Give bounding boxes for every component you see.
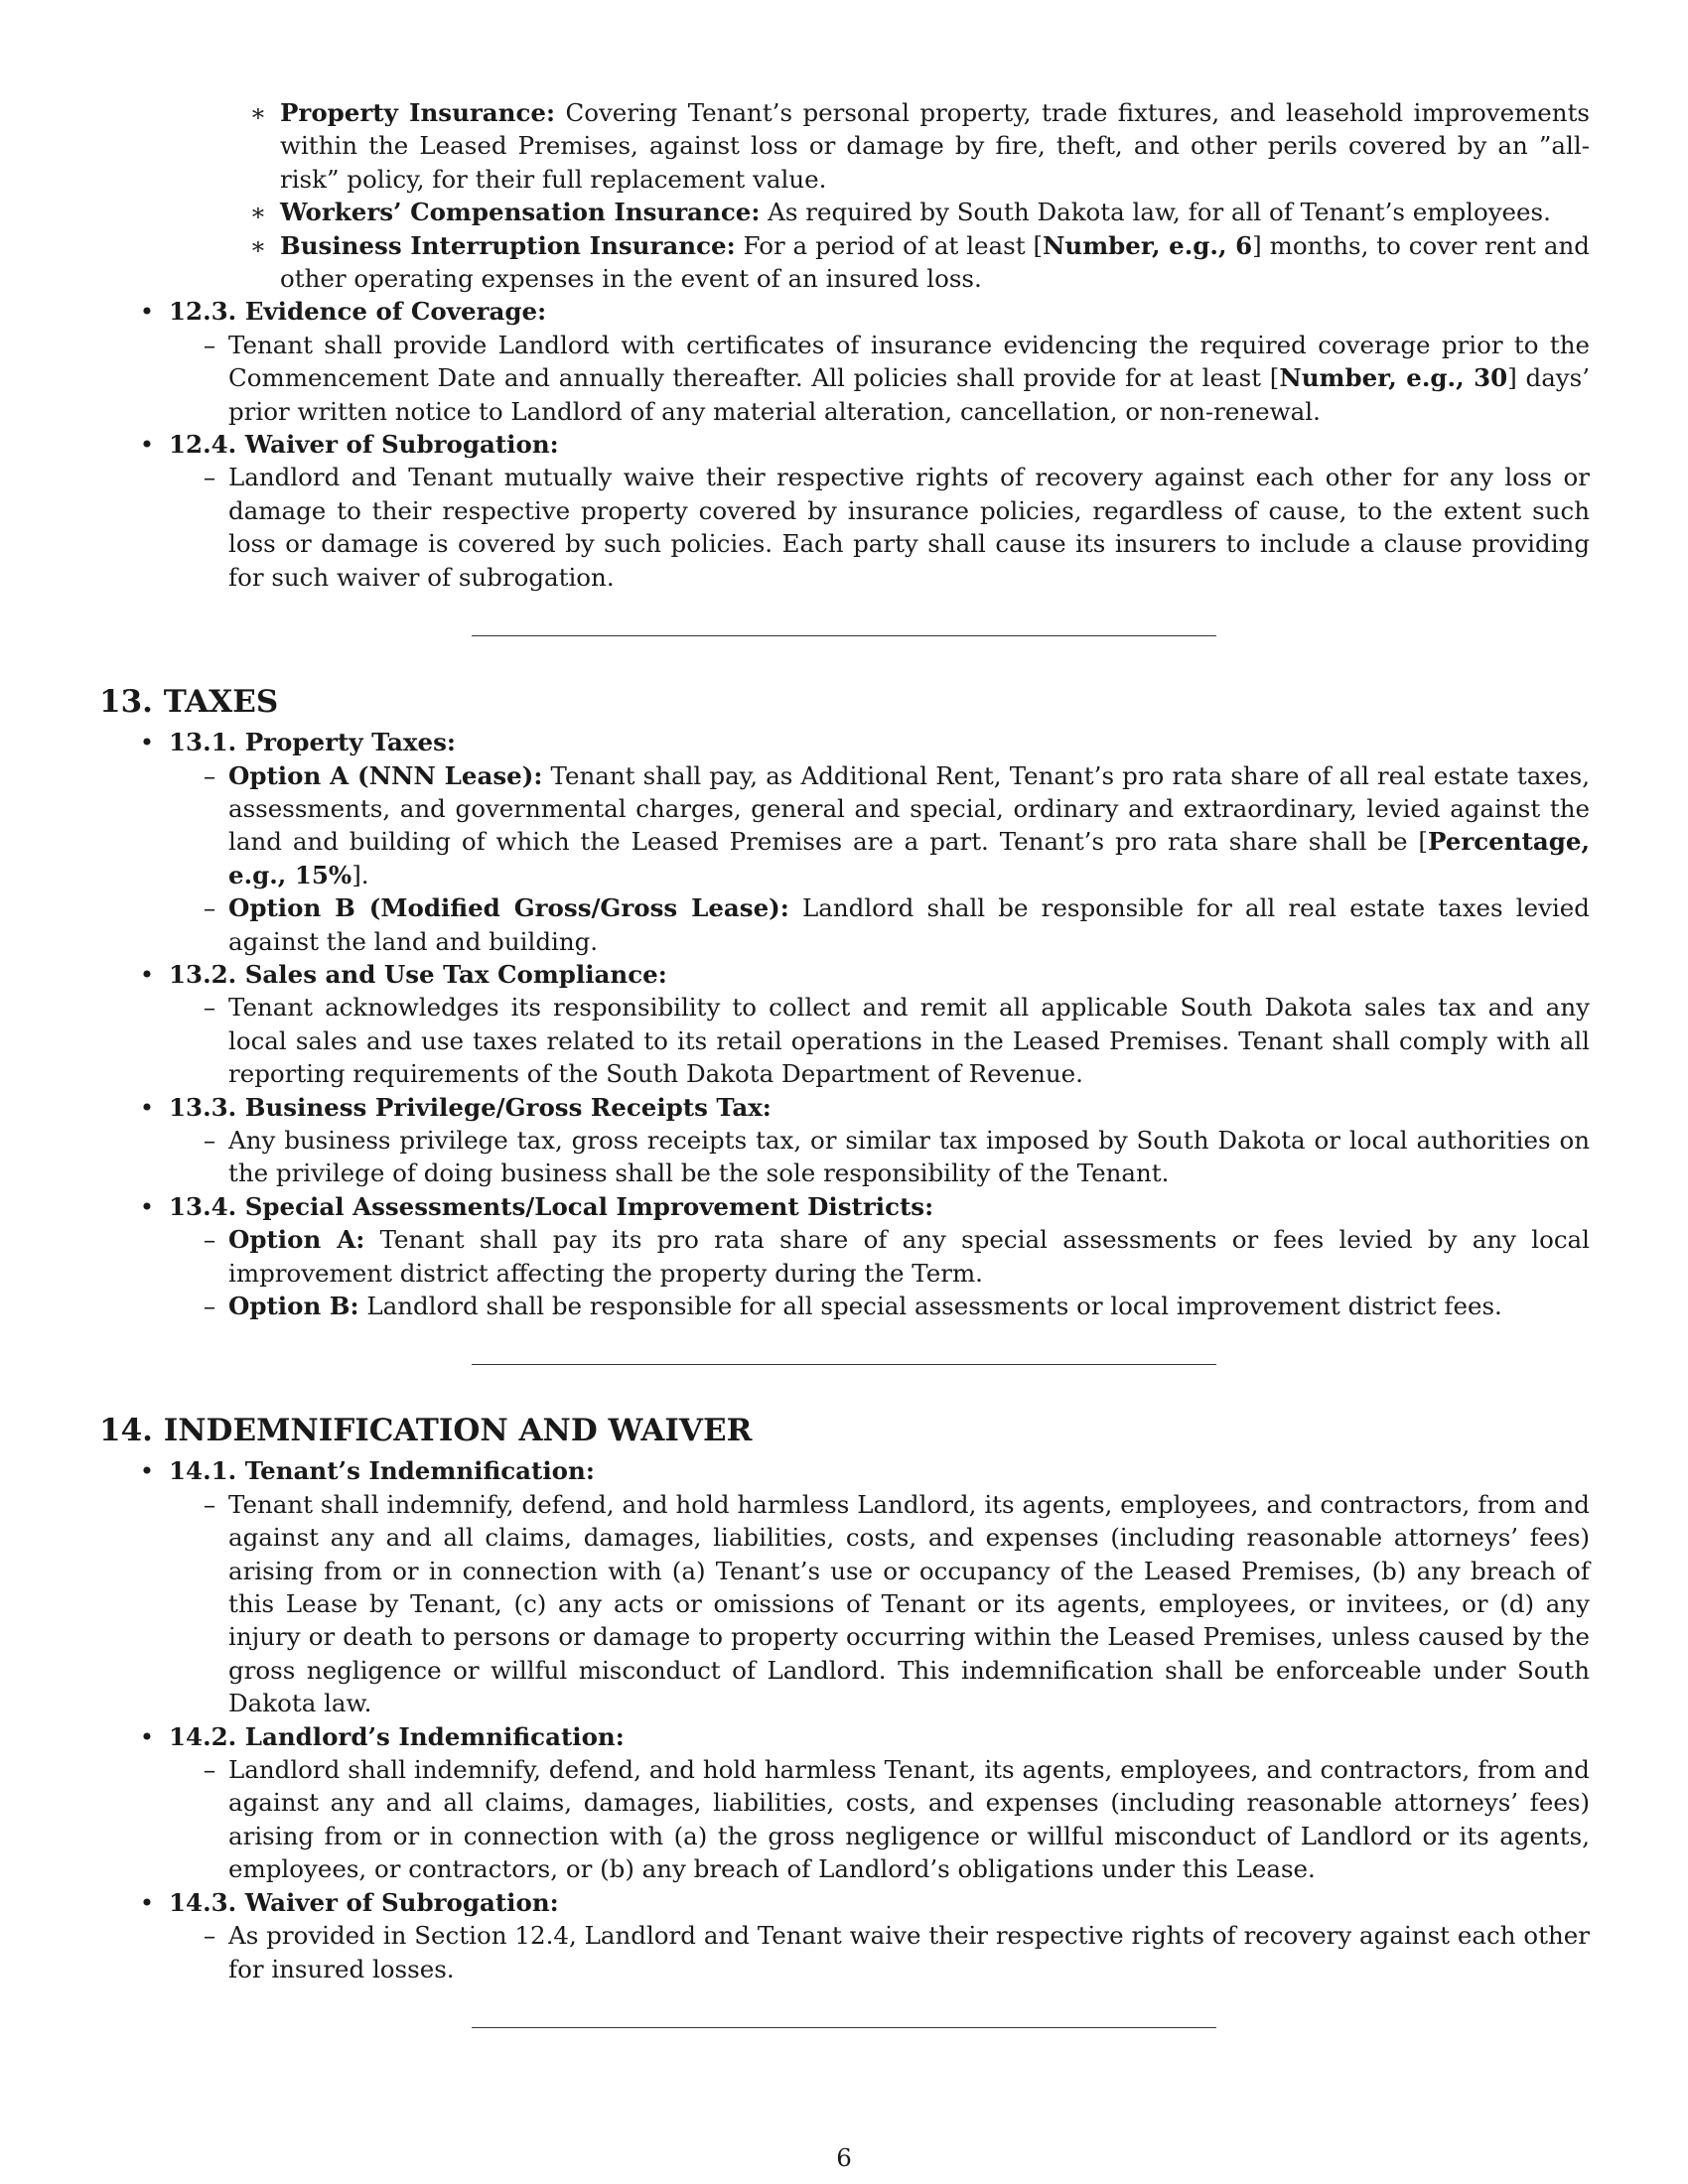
section-title-14: 14. INDEMNIFICATION AND WAIVER	[99, 1413, 753, 1449]
item-text: As required by South Dakota law, for all of Tenant’s employees.	[760, 198, 1551, 227]
item-label: Workers’ Compensation Insurance:	[280, 198, 761, 227]
subsection-13-3	[99, 1091, 1590, 1124]
option-label: Option A:	[228, 1225, 365, 1255]
subsection-12-3	[99, 295, 1590, 328]
list-item	[99, 991, 1590, 1090]
list-item	[99, 329, 1590, 428]
section-title-13: 13. TAXES	[99, 684, 279, 721]
placeholder-field: Number, e.g., 30	[1279, 363, 1508, 393]
page-content	[99, 96, 1590, 2028]
list-item	[99, 1753, 1590, 1886]
item-text: Landlord shall indemnify, defend, and hold harmless Tenant, its agents, employees, and contractors, from and against any and all claims, damages, liabilities, costs, and expenses (including reasonable attorneys’ fees) arising from or in connection with (a) the gross negligence or willful misconduct of Landlord or its agents, employees, or contractors, or (b) any breach of Landlord’s obligations under this Lease.	[228, 1755, 1590, 1884]
subsection-title: 14.3. Waiver of Subrogation:	[169, 1887, 559, 1917]
bullet-marker: •	[139, 959, 155, 989]
item-text: Tenant shall pay, as Additional Rent, Tenant’s pro rata share of all real estate taxes, assessments, and governmental charges, general and special, ordinary and extraordinary, levied against the land and building of which the Leased Premises are a part. Tenant’s pro rata share shall be [	[228, 760, 1590, 857]
list-item	[99, 891, 1590, 958]
placeholder-field: Percentage, e.g., 15%	[228, 827, 1590, 889]
subsection-13-4	[99, 1190, 1590, 1223]
list-item	[99, 1488, 1590, 1720]
list-item	[99, 229, 1590, 296]
subsection-title: 13.4. Special Assessments/Local Improvement Districts:	[169, 1191, 934, 1221]
subsection-title: 14.1. Tenant’s Indemnification:	[169, 1456, 595, 1486]
section-divider	[472, 635, 1216, 636]
option-label: Option B:	[228, 1292, 359, 1320]
bullet-marker: •	[139, 430, 155, 460]
list-item	[99, 1223, 1590, 1290]
subsection-13-1	[99, 726, 1590, 758]
item-text: Tenant shall pay its pro rata share of any special assessments or fees levied by any local improvement district affecting the property during the Term.	[228, 1225, 1590, 1288]
star-marker: ∗	[249, 198, 267, 227]
option-label: Option B (Modified Gross/Gross Lease):	[228, 893, 789, 923]
bullet-marker: •	[139, 728, 155, 757]
dash-marker: –	[203, 463, 216, 492]
placeholder-field: Number, e.g., 6	[1043, 230, 1253, 260]
item-text: Tenant shall indemnify, defend, and hold harmless Landlord, its agents, employees, and contractors, from and against any and all claims, damages, liabilities, costs, and expenses (including reasonable attorneys’ fees) arising from or in connection with (a) Tenant’s use or occupancy of the Leased Premises, (b) any breach of this Lease by Tenant, (c) any acts or omissions of Tenant or its agents, employees, or invitees, or (d) any injury or death to persons or damage to property occurring within the Leased Premises, unless caused by the gross negligence or willful misconduct of Landlord. This indemnification shall be enforceable under South Dakota law.	[228, 1489, 1590, 1718]
section-13-list	[99, 726, 1590, 1322]
subsection-14-3	[99, 1886, 1590, 1919]
list-item	[99, 1919, 1590, 1985]
subsection-title: 13.2. Sales and Use Tax Compliance:	[169, 959, 667, 989]
star-marker: ∗	[249, 98, 267, 127]
section-divider	[472, 1364, 1216, 1365]
subsection-title: 13.3. Business Privilege/Gross Receipts Tax:	[169, 1092, 772, 1122]
dash-marker: –	[203, 760, 216, 790]
subsection-title: 13.1. Property Taxes:	[169, 728, 456, 757]
insurance-types-list	[99, 96, 1590, 295]
dash-marker: –	[203, 1755, 216, 1785]
list-item	[99, 461, 1590, 594]
item-text: ].	[352, 860, 369, 889]
option-label: Option A (NNN Lease):	[228, 760, 543, 790]
item-text: Landlord shall be responsible for all special assessments or local improvement district fees.	[358, 1292, 1502, 1320]
subsection-12-4	[99, 428, 1590, 461]
dash-marker: –	[203, 1125, 216, 1155]
list-item	[99, 1290, 1590, 1322]
item-text: Landlord shall be responsible for all real estate taxes levied against the land and building.	[228, 893, 1590, 956]
item-text: ] days’ prior written notice to Landlord of any material alteration, cancellation, or non-renewal.	[228, 363, 1591, 426]
item-text: As provided in Section 12.4, Landlord and Tenant waive their respective rights of recovery against each other for insured losses.	[228, 1921, 1590, 1983]
item-label: Property Insurance:	[280, 98, 556, 127]
dash-marker: –	[203, 893, 216, 923]
item-text: For a period of at least [	[735, 230, 1044, 260]
section-14-list	[99, 1454, 1590, 1985]
bullet-marker: •	[139, 297, 155, 327]
bullet-marker: •	[139, 1887, 155, 1917]
list-item	[99, 759, 1590, 892]
bullet-marker: •	[139, 1092, 155, 1122]
item-text: Tenant shall provide Landlord with certificates of insurance evidencing the required coverage prior to the Commencement Date and annually thereafter. All policies shall provide for at least [	[228, 330, 1590, 393]
dash-marker: –	[203, 330, 216, 359]
section-divider	[472, 2027, 1216, 2028]
dash-marker: –	[203, 1489, 216, 1519]
page-number: 6	[836, 2143, 852, 2172]
item-text: Covering Tenant’s personal property, trade fixtures, and leasehold improvements within the Leased Premises, against loss or damage by fire, theft, and other perils covered by an ”all-risk” policy, for their full replacement value.	[280, 98, 1590, 194]
subsection-title: 12.4. Waiver of Subrogation:	[169, 430, 559, 460]
item-label: Business Interruption Insurance:	[280, 230, 736, 260]
dash-marker: –	[203, 1292, 216, 1320]
item-text: ] months, to cover rent and other operating expenses in the event of an insured loss.	[280, 230, 1590, 294]
subsection-13-2	[99, 958, 1590, 991]
section-12-list	[99, 295, 1590, 594]
item-text: Tenant acknowledges its responsibility to collect and remit all applicable South Dakota sales tax and any local sales and use taxes related to its retail operations in the Leased Premises. Tenant shall comply with all reporting requirements of the South Dakota Department of Revenue.	[228, 993, 1590, 1089]
list-item	[99, 1124, 1590, 1190]
dash-marker: –	[203, 1225, 216, 1255]
list-item	[99, 96, 1590, 196]
dash-marker: –	[203, 1921, 216, 1951]
list-item	[99, 196, 1590, 228]
item-text: Landlord and Tenant mutually waive their respective rights of recovery against each other for any loss or damage to their respective property covered by insurance policies, regardless of cause, to the extent such loss or damage is covered by such policies. Each party shall cause its insurers to include a clause providing for such waiver of subrogation.	[228, 463, 1590, 592]
dash-marker: –	[203, 993, 216, 1023]
bullet-marker: •	[139, 1721, 155, 1751]
subsection-title: 14.2. Landlord’s Indemnification:	[169, 1721, 625, 1751]
item-text: Any business privilege tax, gross receipts tax, or similar tax imposed by South Dakota or local authorities on the privilege of doing business shall be the sole responsibility of the Tenant.	[228, 1125, 1590, 1188]
star-marker: ∗	[249, 230, 267, 260]
subsection-14-1	[99, 1454, 1590, 1487]
bullet-marker: •	[139, 1191, 155, 1221]
subsection-title: 12.3. Evidence of Coverage:	[169, 297, 547, 327]
subsection-14-2	[99, 1720, 1590, 1753]
bullet-marker: •	[139, 1456, 155, 1486]
